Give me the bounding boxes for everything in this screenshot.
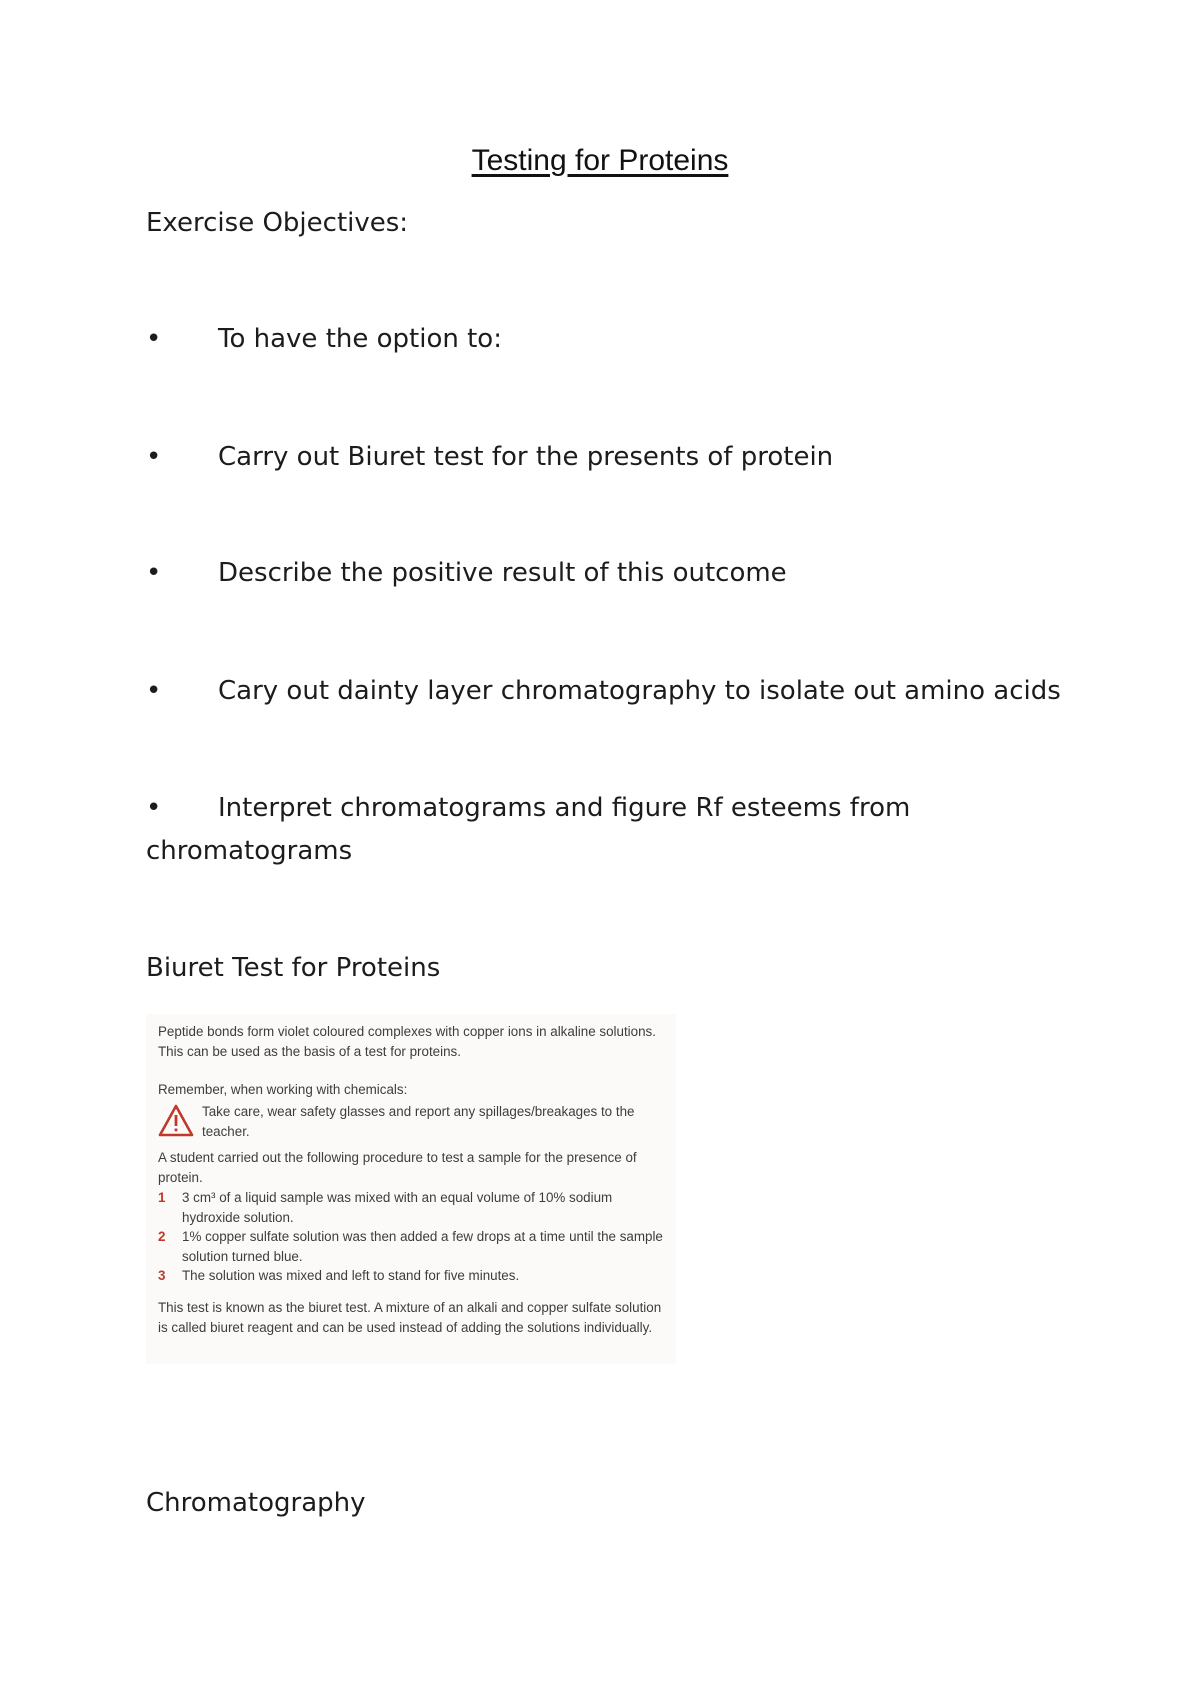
excerpt-intro: Peptide bonds form violet coloured complexes with copper ions in alkaline solutions. This can be used as the basis of a test for proteins. — [158, 1024, 656, 1059]
textbook-excerpt-image — [146, 1014, 676, 1364]
excerpt-procedure-intro: A student carried out the following procedure to test a sample for the presence of protein. — [158, 1150, 637, 1185]
objective-text-continuation: chromatograms — [146, 836, 353, 866]
warning-triangle-icon — [158, 1104, 194, 1138]
excerpt-closing: This test is known as the biuret test. A mixture of an alkali and copper sulfate solution is called biuret reagent and can be used instead of adding the solutions individually. — [158, 1300, 662, 1335]
warning-exclamation-dot — [175, 1129, 178, 1132]
chromatography-section-heading: Chromatography — [146, 1488, 366, 1518]
step-number: 1 — [158, 1190, 166, 1205]
bullet-icon: • — [146, 676, 162, 706]
objective-text: Describe the positive result of this outcome — [218, 558, 787, 588]
objective-text: To have the option to: — [218, 324, 502, 354]
bullet-icon: • — [146, 442, 162, 472]
excerpt-warning: Take care, wear safety glasses and report any spillages/breakages to the teacher. — [202, 1104, 635, 1139]
bullet-icon: • — [146, 558, 162, 588]
bullet-icon: • — [146, 324, 162, 354]
objectives-heading: Exercise Objectives: — [146, 208, 409, 238]
step-number: 3 — [158, 1268, 166, 1283]
objective-text: Cary out dainty layer chromatography to isolate out amino acids — [218, 676, 1061, 706]
step-text: 3 cm³ of a liquid sample was mixed with an equal volume of 10% sodium hydroxide solution. — [182, 1190, 613, 1225]
step-text: The solution was mixed and left to stand for five minutes. — [182, 1268, 520, 1283]
warning-exclamation-bar — [175, 1115, 178, 1126]
objective-text: Interpret chromatograms and figure Rf esteems from — [218, 793, 911, 823]
objective-text: Carry out Biuret test for the presents of protein — [218, 442, 834, 472]
step-number: 2 — [158, 1229, 166, 1244]
excerpt-remember: Remember, when working with chemicals: — [158, 1082, 408, 1097]
biuret-section-heading: Biuret Test for Proteins — [146, 953, 441, 983]
step-text: 1% copper sulfate solution was then added a few drops at a time until the sample solution turned blue. — [182, 1229, 663, 1264]
bullet-icon: • — [146, 793, 162, 823]
page-title: Testing for Proteins — [471, 144, 729, 177]
